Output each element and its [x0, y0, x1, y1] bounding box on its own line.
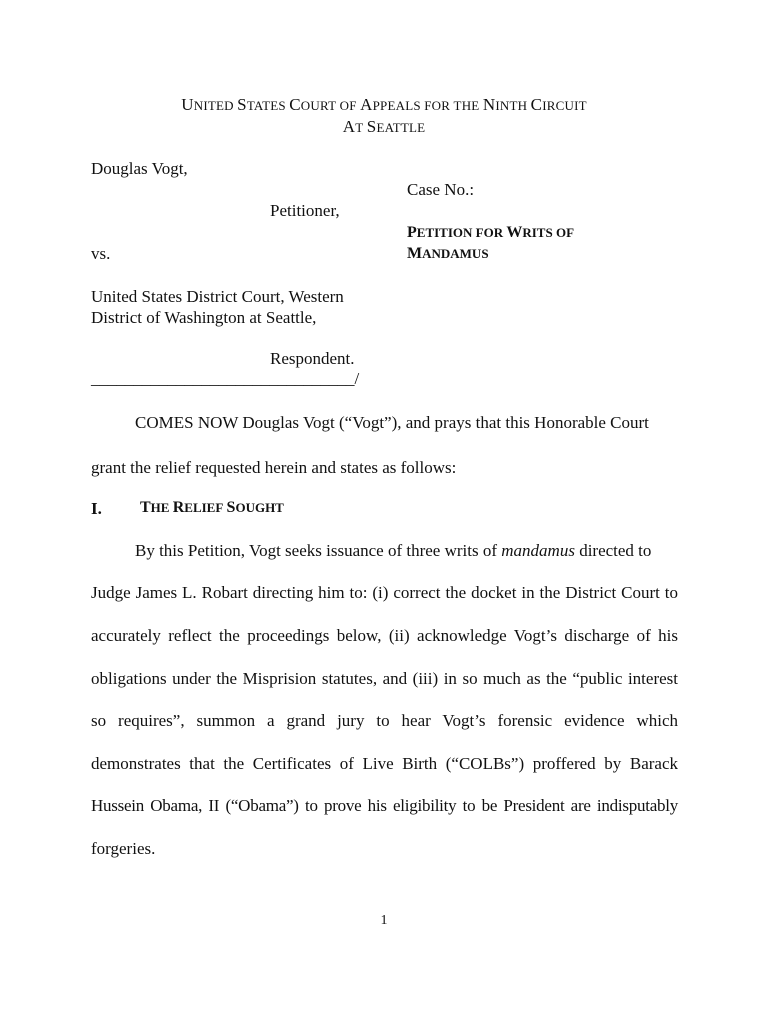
paragraph-line-1-post: directed to — [574, 541, 652, 560]
section-title — [140, 499, 284, 517]
small-caps-initial: A — [342, 117, 356, 136]
small-caps-initial: S — [366, 117, 377, 136]
case-number-label: Case No.: — [407, 180, 475, 199]
small-caps-initial: T — [140, 499, 151, 516]
small-caps-initial: C — [530, 95, 543, 114]
small-caps-remainder: INTH — [495, 98, 531, 113]
small-caps-initial: M — [407, 245, 423, 262]
page-number: 1 — [380, 913, 388, 928]
small-caps-remainder: OURT OF — [300, 98, 361, 113]
small-caps-initial: R — [172, 499, 185, 516]
small-caps-initial: W — [506, 224, 523, 241]
intro-line-2: grant the relief requested herein and states as follows: — [91, 458, 457, 477]
court-heading-line1 — [0, 95, 768, 115]
signature-rule: _______________________________/ — [91, 369, 360, 388]
respondent-name-line2: District of Washington at Seattle, — [91, 308, 317, 327]
small-caps-initial: C — [289, 95, 301, 114]
court-heading-line2 — [0, 117, 768, 137]
section-number: I. — [91, 499, 102, 518]
small-caps-initial: S — [226, 499, 236, 516]
small-caps-remainder: PPEALS FOR THE — [372, 98, 483, 113]
paragraph-line-1 — [135, 541, 651, 561]
small-caps-remainder: ETITION FOR — [416, 225, 507, 240]
paragraph-line-3: accurately reflect the proceedings below, (ii) acknowledge Vogt’s discharge of his — [91, 626, 678, 645]
small-caps-remainder: RITS OF — [522, 225, 575, 240]
paragraph-line-5: so requires”, summon a grand jury to hear Vogt’s forensic evidence which — [91, 711, 678, 730]
mandamus-term: mandamus — [501, 541, 575, 560]
paragraph-line-2: Judge James L. Robart directing him to: (i) correct the docket in the District Court to — [91, 583, 678, 602]
intro-line-1: COMES NOW Douglas Vogt (“Vogt”), and prays that this Honorable Court — [135, 413, 649, 432]
paragraph-line-7: Hussein Obama, II (“Obama”) to prove his eligibility to be President are indisputably — [91, 796, 678, 815]
small-caps-remainder: T — [355, 120, 367, 135]
respondent-role: Respondent. — [270, 349, 355, 368]
paragraph-line-6: demonstrates that the Certificates of Live Birth (“COLBs”) proffered by Barack — [91, 754, 678, 773]
small-caps-initial: P — [407, 224, 417, 241]
small-caps-remainder: HE — [150, 500, 173, 515]
petitioner-name: Douglas Vogt, — [91, 159, 188, 178]
small-caps-initial: A — [360, 95, 373, 114]
versus-label: vs. — [91, 244, 111, 263]
small-caps-remainder: TATES — [246, 98, 290, 113]
document-title-line1 — [407, 224, 574, 242]
paragraph-line-1-pre: By this Petition, Vogt seeks issuance of three writs of — [135, 541, 502, 560]
small-caps-initial: S — [237, 95, 247, 114]
paragraph-line-4: obligations under the Misprision statutes, and (iii) in so much as the “public interest — [91, 669, 678, 688]
respondent-name-line1: United States District Court, Western — [91, 287, 344, 306]
petitioner-role: Petitioner, — [270, 201, 340, 220]
small-caps-remainder: ELIEF — [184, 500, 227, 515]
small-caps-initial: U — [181, 95, 194, 114]
document-title-line2 — [407, 245, 489, 263]
paragraph-line-8: forgeries. — [91, 839, 156, 858]
small-caps-remainder: EATTLE — [376, 120, 426, 135]
small-caps-initial: N — [482, 95, 496, 114]
small-caps-remainder: OUGHT — [235, 500, 284, 515]
small-caps-remainder: NITED — [193, 98, 238, 113]
small-caps-remainder: ANDAMUS — [422, 246, 489, 261]
small-caps-remainder: IRCUIT — [542, 98, 587, 113]
